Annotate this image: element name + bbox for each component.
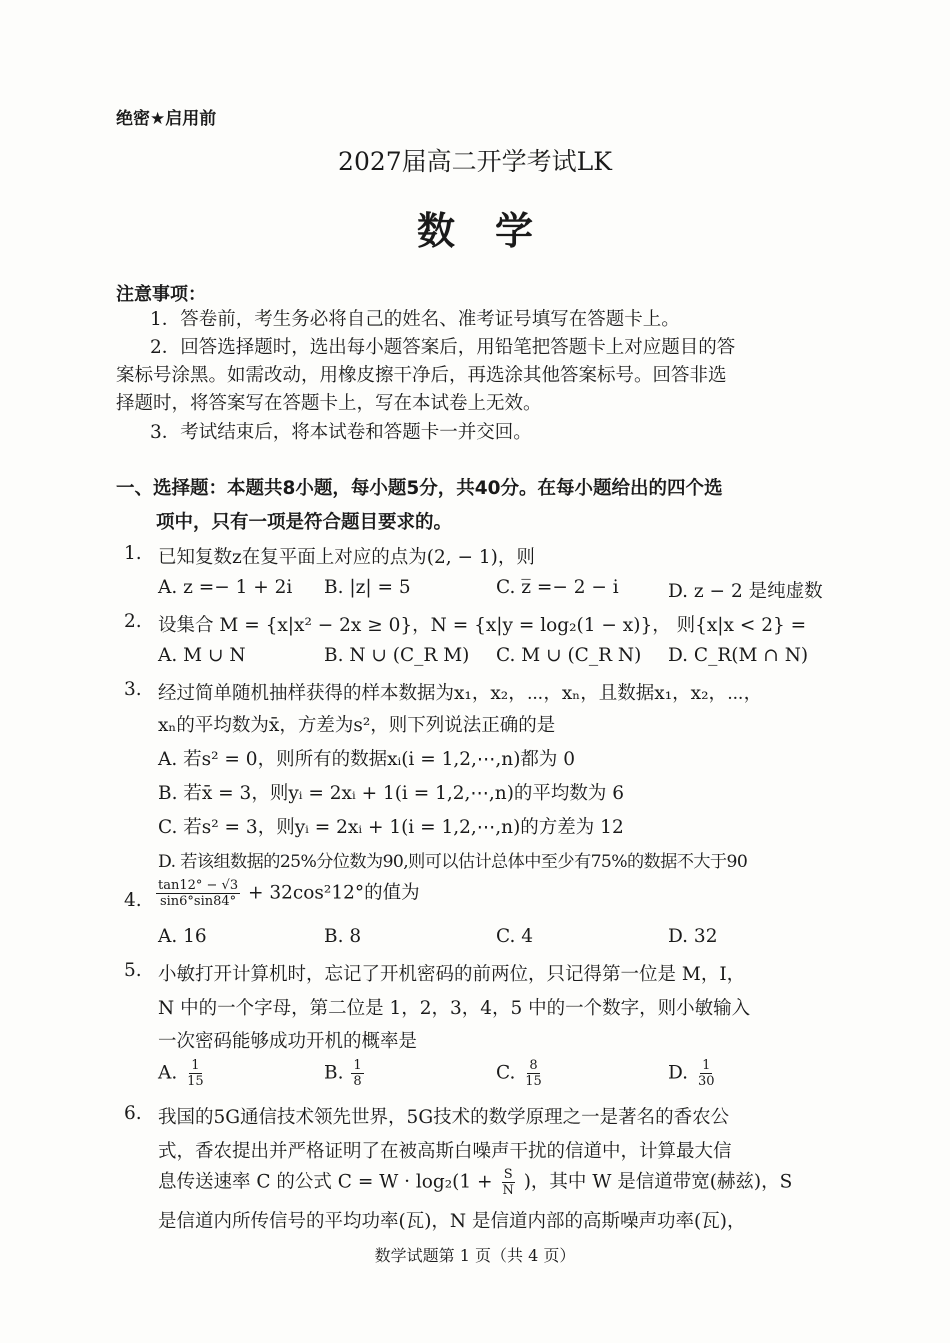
section-1-heading-line-1: 一、选择题：本题共8小题，每小题5分，共40分。在每小题给出的四个选: [116, 478, 723, 499]
question-5-option-a: [158, 1058, 208, 1089]
fraction-denominator: 15: [525, 1074, 542, 1089]
question-4-option-d: D. 32: [668, 926, 718, 947]
question-6-stem-line-4: 是信道内所传信号的平均功率(瓦)，N 是信道内部的高斯噪声功率(瓦)，: [158, 1211, 746, 1232]
question-5-option-b: [324, 1058, 366, 1089]
question-5-option-c: [496, 1058, 546, 1089]
notice-item-3: 3．考试结束后，将本试卷和答题卡一并交回。: [150, 422, 532, 443]
option-label: B.: [324, 1062, 344, 1084]
fraction-numerator: 1: [353, 1058, 362, 1073]
option-label: D.: [668, 1062, 689, 1084]
page-footer: 数学试题第 1 页（共 4 页）: [374, 1246, 576, 1265]
question-5-option-d: [668, 1058, 719, 1089]
question-number: 4.: [124, 890, 142, 911]
question-6-stem-line-1: 我国的5G通信技术领先世界，5G技术的数学原理之一是著名的香农公: [158, 1107, 730, 1128]
question-4-fraction: [156, 878, 240, 909]
question-6-stem-line-3: [158, 1167, 792, 1198]
question-number: 3.: [124, 679, 142, 700]
question-number: 6.: [124, 1103, 142, 1124]
question-5-stem-line-1: 小敏打开计算机时，忘记了开机密码的前两位，只记得第一位是 M，I，: [158, 964, 746, 985]
question-4-option-a: A. 16: [158, 926, 207, 947]
question-2-option-c: C. M ∪ (C_R N): [496, 645, 642, 666]
confidential-label: 绝密★启用前: [116, 109, 217, 129]
option-label: C.: [496, 1062, 516, 1084]
question-4-stem: [154, 878, 420, 909]
fraction-numerator: S: [503, 1167, 513, 1182]
fraction-denominator: 15: [187, 1074, 204, 1089]
question-1-option-c: C. z̅ =− 2 − i: [496, 577, 619, 598]
question-2-option-d: D. C_R(M ∩ N): [668, 645, 809, 666]
question-number: 1.: [124, 543, 142, 564]
question-1-option-b: B. |z| = 5: [324, 577, 411, 598]
question-6-stem-line-2: 式，香农提出并严格证明了在被高斯白噪声干扰的信道中，计算最大信: [158, 1141, 732, 1162]
question-1-stem: 已知复数z在复平面上对应的点为(2, − 1)，则: [158, 547, 535, 568]
option-label: A.: [158, 1062, 178, 1084]
question-number: 2.: [124, 611, 142, 632]
subject-title: 数学: [416, 209, 573, 253]
question-1-option-a: A. z =− 1 + 2i: [158, 577, 293, 598]
question-1-option-d: D. z − 2 是纯虚数: [668, 581, 823, 602]
fraction-numerator: 8: [529, 1058, 538, 1073]
notice-item-2-line-3: 择题时，将答案写在答题卡上，写在本试卷上无效。: [116, 393, 542, 414]
question-3-option-c: C. 若s² = 3，则yᵢ = 2xᵢ + 1(i = 1,2,⋯,n)的方差为 12: [158, 817, 624, 838]
question-3-stem-line-2: xₙ的平均数为x̄，方差为s²，则下列说法正确的是: [158, 715, 556, 736]
fraction-numerator: 1: [191, 1058, 200, 1073]
question-5-stem-line-3: 一次密码能够成功开机的概率是: [158, 1031, 418, 1052]
fraction-numerator: 1: [702, 1058, 711, 1073]
option-fraction: [351, 1058, 363, 1089]
notice-heading: 注意事项：: [116, 284, 206, 305]
question-2-option-a: A. M ∪ N: [158, 645, 246, 666]
fraction-denominator: N: [502, 1183, 514, 1198]
exam-title: 2027届高二开学考试LK: [338, 147, 612, 176]
question-number: 5.: [124, 960, 142, 981]
question-3-option-b: B. 若x̄ = 3，则yᵢ = 2xᵢ + 1(i = 1,2,⋯,n)的平均数为 6: [158, 783, 625, 804]
question-6-fraction: [500, 1167, 515, 1198]
notice-item-1: 1．答卷前，考生务必将自己的姓名、准考证号填写在答题卡上。: [150, 309, 680, 330]
question-4-option-c: C. 4: [496, 926, 534, 947]
notice-item-2-line-2: 案标号涂黑。如需改动，用橡皮擦干净后，再选涂其他答案标号。回答非选: [116, 365, 727, 386]
question-5-stem-line-2: N 中的一个字母，第二位是 1，2，3，4，5 中的一个数字，则小敏输入: [158, 998, 751, 1019]
fraction-numerator: tan12° − √3: [158, 878, 239, 893]
option-fraction: [523, 1058, 544, 1089]
question-6-formula-start: 息传送速率 C 的公式 C = W · log₂(1 +: [158, 1171, 493, 1193]
question-3-option-d: D. 若该组数据的25%分位数为90,则可以估计总体中至少有75%的数据不大于90: [158, 852, 748, 872]
question-4-stem-rest: + 32cos²12°的值为: [248, 882, 420, 904]
question-4-option-b: B. 8: [324, 926, 362, 947]
fraction-denominator: 30: [697, 1074, 715, 1089]
question-2-option-b: B. N ∪ (C_R M): [324, 645, 470, 666]
question-6-formula-end: )，其中 W 是信道带宽(赫兹)，S: [523, 1171, 793, 1193]
fraction-denominator: sin6°sin84°: [159, 894, 237, 909]
fraction-denominator: 8: [353, 1074, 362, 1089]
question-3-stem-line-1: 经过简单随机抽样获得的样本数据为x₁，x₂，⋯，xₙ，且数据x₁，x₂，⋯，: [158, 683, 763, 704]
option-fraction: [185, 1058, 206, 1089]
section-1-heading-line-2: 项中，只有一项是符合题目要求的。: [156, 512, 453, 533]
question-2-stem: 设集合 M = {x|x² − 2x ≥ 0}，N = {x|y = log₂(1 − x)}， 则{x|x < 2} =: [158, 615, 807, 636]
question-3-option-a: A. 若s² = 0，则所有的数据xᵢ(i = 1,2,⋯,n)都为 0: [158, 749, 576, 770]
option-fraction: [696, 1058, 717, 1089]
notice-item-2-line-1: 2．回答选择题时，选出每小题答案后，用铅笔把答题卡上对应题目的答: [150, 337, 736, 358]
